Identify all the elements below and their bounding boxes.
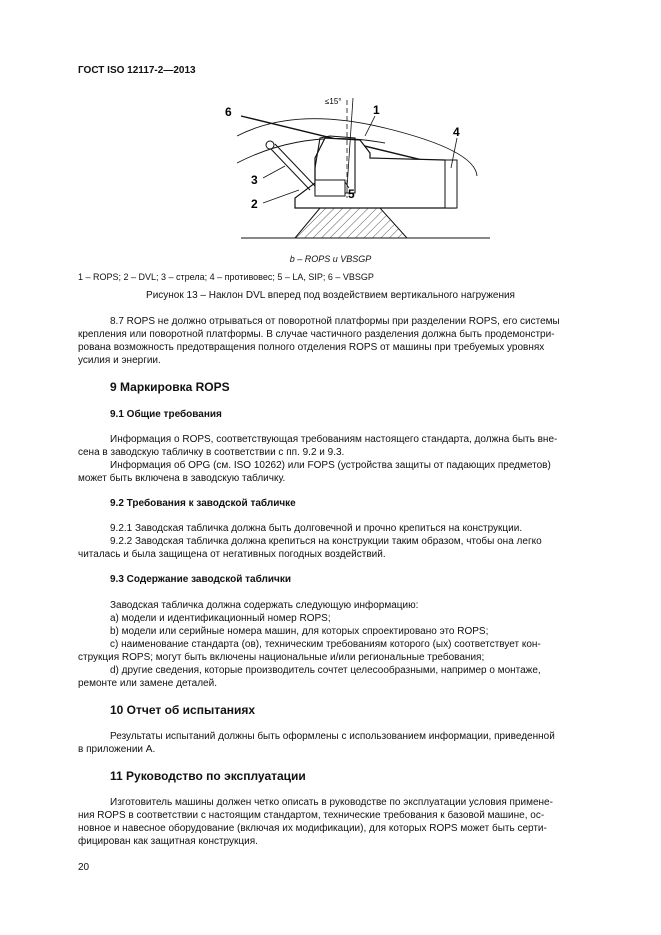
para-8-7-line-3: рована возможность предотвращения полного отделения ROPS от машины при требуемых уровнях <box>78 342 545 353</box>
label-6: 6 <box>225 105 232 119</box>
para-11-line-1: Изготовитель машины должен четко описать в руководстве по эксплуатации условия примене- <box>110 797 553 808</box>
para-9-1-line-2: сена в заводскую табличку в соответствии с пп. 9.2 и 9.3. <box>78 447 345 458</box>
para-9-1-line-3: Информация об OPG (см. ISO 10262) или FOPS (устройства защиты от падающих предметов) <box>110 460 551 471</box>
para-9-3-item-c-line-1: c) наименование стандарта (ов), техническим требованиям которого (ых) соответствует кон- <box>110 639 541 650</box>
para-8-7-line-2: крепления или поворотной платформы. В случае частичного разделения должна быть продемонстри- <box>78 329 555 340</box>
label-3: 3 <box>251 173 258 187</box>
para-9-3-item-c-line-2: струкция ROPS; могут быть включены национальные и/или региональные требования; <box>78 652 485 663</box>
para-11-line-4: фицирован как защитная конструкция. <box>78 836 258 847</box>
label-1: 1 <box>373 103 380 117</box>
operator-seat <box>315 180 345 196</box>
label-4: 4 <box>453 125 460 139</box>
para-9-3-item-d-line-2: ремонте или замене деталей. <box>78 678 217 689</box>
para-9-1-line-4: может быть включена в заводскую табличку. <box>78 473 286 484</box>
leader-2 <box>263 190 299 203</box>
section-9-3-title: 9.3 Содержание заводской таблички <box>110 574 291 585</box>
section-11-title: 11 Руководство по эксплуатации <box>110 769 306 783</box>
section-9-2-title: 9.2 Требования к заводской табличке <box>110 498 296 509</box>
para-11-line-3: новное и навесное оборудование (включая их модификации), для которых ROPS может быть серти- <box>78 823 547 834</box>
section-9-title: 9 Маркировка ROPS <box>110 380 230 394</box>
base-pedestal <box>295 208 407 238</box>
para-9-3-line-1: Заводская табличка должна содержать следующую информацию: <box>110 600 419 611</box>
section-9-1-title: 9.1 Общие требования <box>110 409 222 420</box>
boom-line-b <box>275 144 315 186</box>
page-number: 20 <box>78 862 90 873</box>
figure-legend: 1 – ROPS; 2 – DVL; 3 – стрела; 4 – противовес; 5 – LA, SIP; 6 – VBSGP <box>78 272 374 282</box>
leader-3 <box>263 166 285 178</box>
para-9-1-line-1: Информация о ROPS, соответствующая требованиям настоящего стандарта, должна быть вне- <box>110 434 558 445</box>
leader-1 <box>365 116 375 136</box>
para-10-line-2: в приложении А. <box>78 744 156 755</box>
figure-subcaption: b – ROPS и VBSGP <box>289 254 372 264</box>
figure-title: Рисунок 13 – Наклон DVL вперед под воздействием вертикального нагружения <box>146 290 515 301</box>
para-11-line-2: ния ROPS в соответствии с настоящим стандартом, технические требования к базовой машине, ос- <box>78 810 545 821</box>
para-9-2-line-3: читалась и была защищена от негативных погодных воздействий. <box>78 549 386 560</box>
document-header: ГОСТ ISO 12117-2—2013 <box>78 65 196 76</box>
para-9-2-line-2: 9.2.2 Заводская табличка должна крепиться на конструкции таким образом, чтобы она легко <box>110 536 542 547</box>
para-8-7-line-1: 8.7 ROPS не должно отрываться от поворотной платформы при разделении ROPS, его системы <box>110 316 560 327</box>
para-8-7-line-4: усилия и энергии. <box>78 355 161 366</box>
para-10-line-1: Результаты испытаний должны быть оформлены с использованием информации, приведенной <box>110 731 555 742</box>
boom-pin <box>266 141 274 149</box>
label-2: 2 <box>251 197 258 211</box>
label-5: 5 <box>348 187 355 201</box>
label-angle: ≤15° <box>325 98 342 106</box>
para-9-2-line-1: 9.2.1 Заводская табличка должна быть долговечной и прочно крепиться на конструкции. <box>110 523 523 534</box>
boom-line-a <box>270 148 310 190</box>
para-9-3-item-d-line-1: d) другие сведения, которые производитель сочтет целесообразными, например о монтаже, <box>110 665 541 676</box>
para-9-3-item-b: b) модели или серийные номера машин, для которых спроектировано это ROPS; <box>110 626 489 637</box>
figure-rops-diagram <box>215 98 495 248</box>
para-9-3-item-a: a) модели и идентификационный номер ROPS; <box>110 613 331 624</box>
section-10-title: 10 Отчет об испытаниях <box>110 703 256 717</box>
